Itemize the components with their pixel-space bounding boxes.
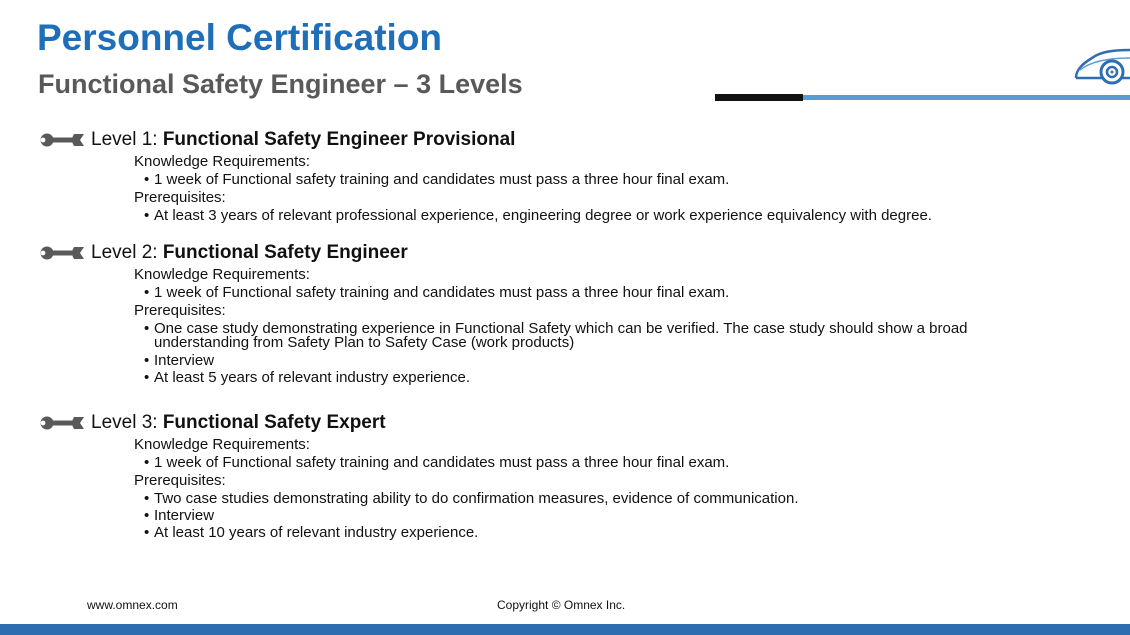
slide-subtitle: Functional Safety Engineer – 3 Levels bbox=[38, 69, 523, 99]
car-icon bbox=[1070, 44, 1130, 90]
level-3-section bbox=[40, 411, 799, 541]
list-item: • Interview bbox=[144, 507, 215, 524]
level-2-section bbox=[40, 241, 1024, 386]
level-3-title: Level 3: Functional Safety Expert bbox=[91, 412, 386, 433]
knowledge-label: Knowledge Requirements: bbox=[134, 266, 310, 283]
list-item: • One case study demonstrating experience in Functional Safety which can be verified. The case study should show a broad understanding from Safety Plan to Safety Case (work products) bbox=[144, 320, 968, 351]
wrench-icon bbox=[40, 133, 84, 147]
level-1-title: Level 1: Functional Safety Engineer Provisional bbox=[91, 129, 516, 150]
header-divider-blue bbox=[803, 95, 1130, 100]
list-item: • Two case studies demonstrating ability to do confirmation measures, evidence of communication. bbox=[144, 490, 799, 507]
list-item: • At least 5 years of relevant industry experience. bbox=[144, 369, 470, 386]
list-item: • 1 week of Functional safety training and candidates must pass a three hour final exam. bbox=[144, 284, 730, 301]
prerequisites-label: Prerequisites: bbox=[134, 302, 226, 319]
prerequisites-label: Prerequisites: bbox=[134, 472, 226, 489]
footer-website: www.omnex.com bbox=[87, 598, 178, 612]
level-1-section bbox=[40, 128, 932, 224]
slide-title: Personnel Certification bbox=[37, 17, 443, 58]
list-item: • At least 3 years of relevant professional experience, engineering degree or work experience equivalency with degree. bbox=[144, 207, 932, 224]
knowledge-label: Knowledge Requirements: bbox=[134, 436, 310, 453]
wrench-icon bbox=[40, 416, 84, 430]
list-item: • At least 10 years of relevant industry experience. bbox=[144, 524, 479, 541]
header-divider-dark bbox=[715, 94, 803, 101]
prerequisites-label: Prerequisites: bbox=[134, 189, 226, 206]
wrench-icon bbox=[40, 246, 84, 260]
footer-copyright: Copyright © Omnex Inc. bbox=[497, 598, 626, 612]
list-item: • 1 week of Functional safety training and candidates must pass a three hour final exam. bbox=[144, 171, 730, 188]
knowledge-label: Knowledge Requirements: bbox=[134, 153, 310, 170]
list-item: • 1 week of Functional safety training and candidates must pass a three hour final exam. bbox=[144, 454, 730, 471]
list-item: • Interview bbox=[144, 352, 215, 369]
level-2-title: Level 2: Functional Safety Engineer bbox=[91, 242, 408, 263]
footer-bar bbox=[0, 624, 1130, 635]
